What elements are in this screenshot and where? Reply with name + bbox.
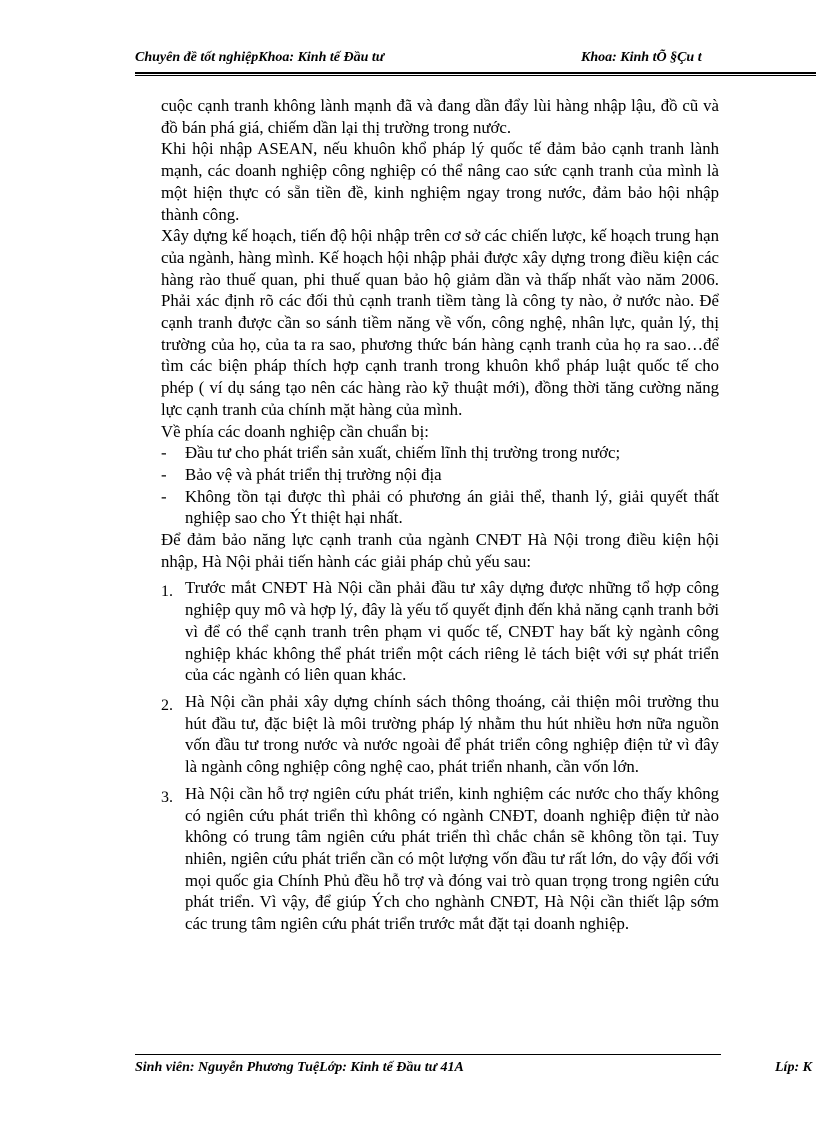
paragraph-2: Khi hội nhập ASEAN, nếu khuôn khổ pháp lý quốc tế đảm bảo cạnh tranh lành mạnh, các doanh nghiệp công nghiệp có thể nâng cao sức cạnh tranh của mình là một hiện thực có sẵn tiền đề, kinh nghiệm ngay trong nước, đảm bảo hội nhập thành công. — [161, 139, 719, 224]
paragraph-1: cuộc cạnh tranh không lành mạnh đã và đang dần đẩy lùi hàng nhập lậu, đồ cũ và đồ bán phá giá, chiếm dần lại thị trường trong nước. — [161, 96, 719, 137]
paragraph-4: Về phía các doanh nghiệp cần chuẩn bị: — [161, 421, 429, 441]
numbered-item-text: Hà Nội cần phải xây dựng chính sách thông thoáng, cải thiện môi trường thu hút đầu tư, đặc biệt là môi trường pháp lý nhằm thu hút nhiều hơn nữa nguồn vốn đầu tư trong nước và nước ngoài để phát triển công nghiệp điện tử vì đây là ngành công nghiệp công nghệ cao, phát triển nhanh, cần vốn lớn. — [185, 691, 719, 777]
paragraph-5: Để đảm bảo năng lực cạnh tranh của ngành CNĐT Hà Nội trong điều kiện hội nhập, Hà Nội phải tiến hành các giải pháp chủ yếu sau: — [161, 530, 719, 571]
list-item-text: Không tồn tại được thì phải có phương án giải thể, thanh lý, giải quyết thất nghiệp sao cho Ýt thiệt hại nhất. — [185, 486, 719, 528]
header-right-text: Khoa: Kinh tÕ §Çu t — [581, 50, 702, 65]
numbered-list — [161, 577, 719, 934]
document-body — [161, 95, 719, 935]
footer-right-text: Líp: K — [775, 1060, 812, 1075]
item-number: 3. — [161, 788, 173, 806]
list-item — [161, 442, 719, 464]
dash-list — [161, 442, 719, 529]
footer-rule — [135, 1054, 721, 1055]
list-marker: - — [161, 464, 167, 484]
header-rule — [135, 72, 816, 74]
list-item — [161, 486, 719, 529]
list-marker: - — [161, 486, 167, 506]
numbered-item — [161, 783, 719, 935]
numbered-item — [161, 577, 719, 686]
list-marker: - — [161, 443, 167, 463]
header-left-text: Chuyên đề tốt nghiệpKhoa: Kinh tế Đầu tư — [135, 50, 385, 65]
header-rule-thin — [135, 75, 816, 76]
list-item — [161, 464, 719, 486]
item-number: 1. — [161, 583, 173, 601]
footer-left-text: Sinh viên: Nguyễn Phương TuệLớp: Kinh tế Đầu tư 41A — [135, 1060, 464, 1075]
numbered-item — [161, 691, 719, 778]
page-footer — [135, 1060, 816, 1080]
paragraph-3: Xây dựng kế hoạch, tiến độ hội nhập trên cơ sở các chiến lược, kế hoạch trung hạn của ngành, hàng mình. Kế hoạch hội nhập phải được xây dựng trong điều kiện các hàng rào thuế quan, phi thuế quan bảo hộ giảm dần và thấp nhất vào năm 2006. Phải xác định rõ các đối thủ cạnh tranh tiềm tàng là công ty nào, ở nước nào. Để cạnh tranh được cần so sánh tiềm năng về vốn, công nghệ, nhân lực, quản lý, thị trường của họ, của ta ra sao, phương thức bán hàng cạnh tranh của họ ra sao…để tìm các biện pháp thích hợp cạnh tranh trong khuôn khổ pháp luật quốc tế cho phép ( ví dụ sáng tạo nên các hàng rào kỹ thuật mới), đồng thời tăng cường năng lực cạnh tranh của chính mặt hàng của mình. — [161, 226, 719, 419]
list-item-text: Bảo vệ và phát triển thị trường nội địa — [185, 464, 442, 484]
numbered-item-text: Hà Nội cần hỗ trợ ngiên cứu phát triển, kinh nghiệm các nước cho thấy không có ngiên cứu phát triển thì không có ngành CNĐT, doanh nghiệp điện tử nào không có trung tâm ngiên cứu phát triển thì chắc chắn sẽ không tồn tại. Tuy nhiên, ngiên cứu phát triển cần có một lượng vốn đầu tư rất lớn, do vậy đối với mọi quốc gia Chính Phủ đều hỗ trợ và đóng vai trò quan trọng trong ngiên cứu phát triển. Vì vậy, để giúp Ých cho nghành CNĐT, Hà Nội cần thiết lập sớm các trung tâm ngiên cứu phát triển trước mắt đặt tại doanh nghiệp. — [185, 783, 719, 934]
list-item-text: Đầu tư cho phát triển sản xuất, chiếm lĩnh thị trường trong nước; — [185, 443, 621, 463]
item-number: 2. — [161, 696, 173, 714]
page-header — [135, 50, 816, 70]
numbered-item-text: Trước mắt CNĐT Hà Nội cần phải đầu tư xây dựng được những tổ hợp công nghiệp quy mô và hợp lý, đây là yếu tố quyết định đến khả năng cạnh tranh bởi vì để có thể cạnh tranh trên phạm vi quốc tế, CNĐT hay bất kỳ ngành công nghiệp khác không thể phát triển một cách riêng lẻ tách biệt với sự phát triển của các ngành có liên quan khác. — [185, 578, 719, 685]
